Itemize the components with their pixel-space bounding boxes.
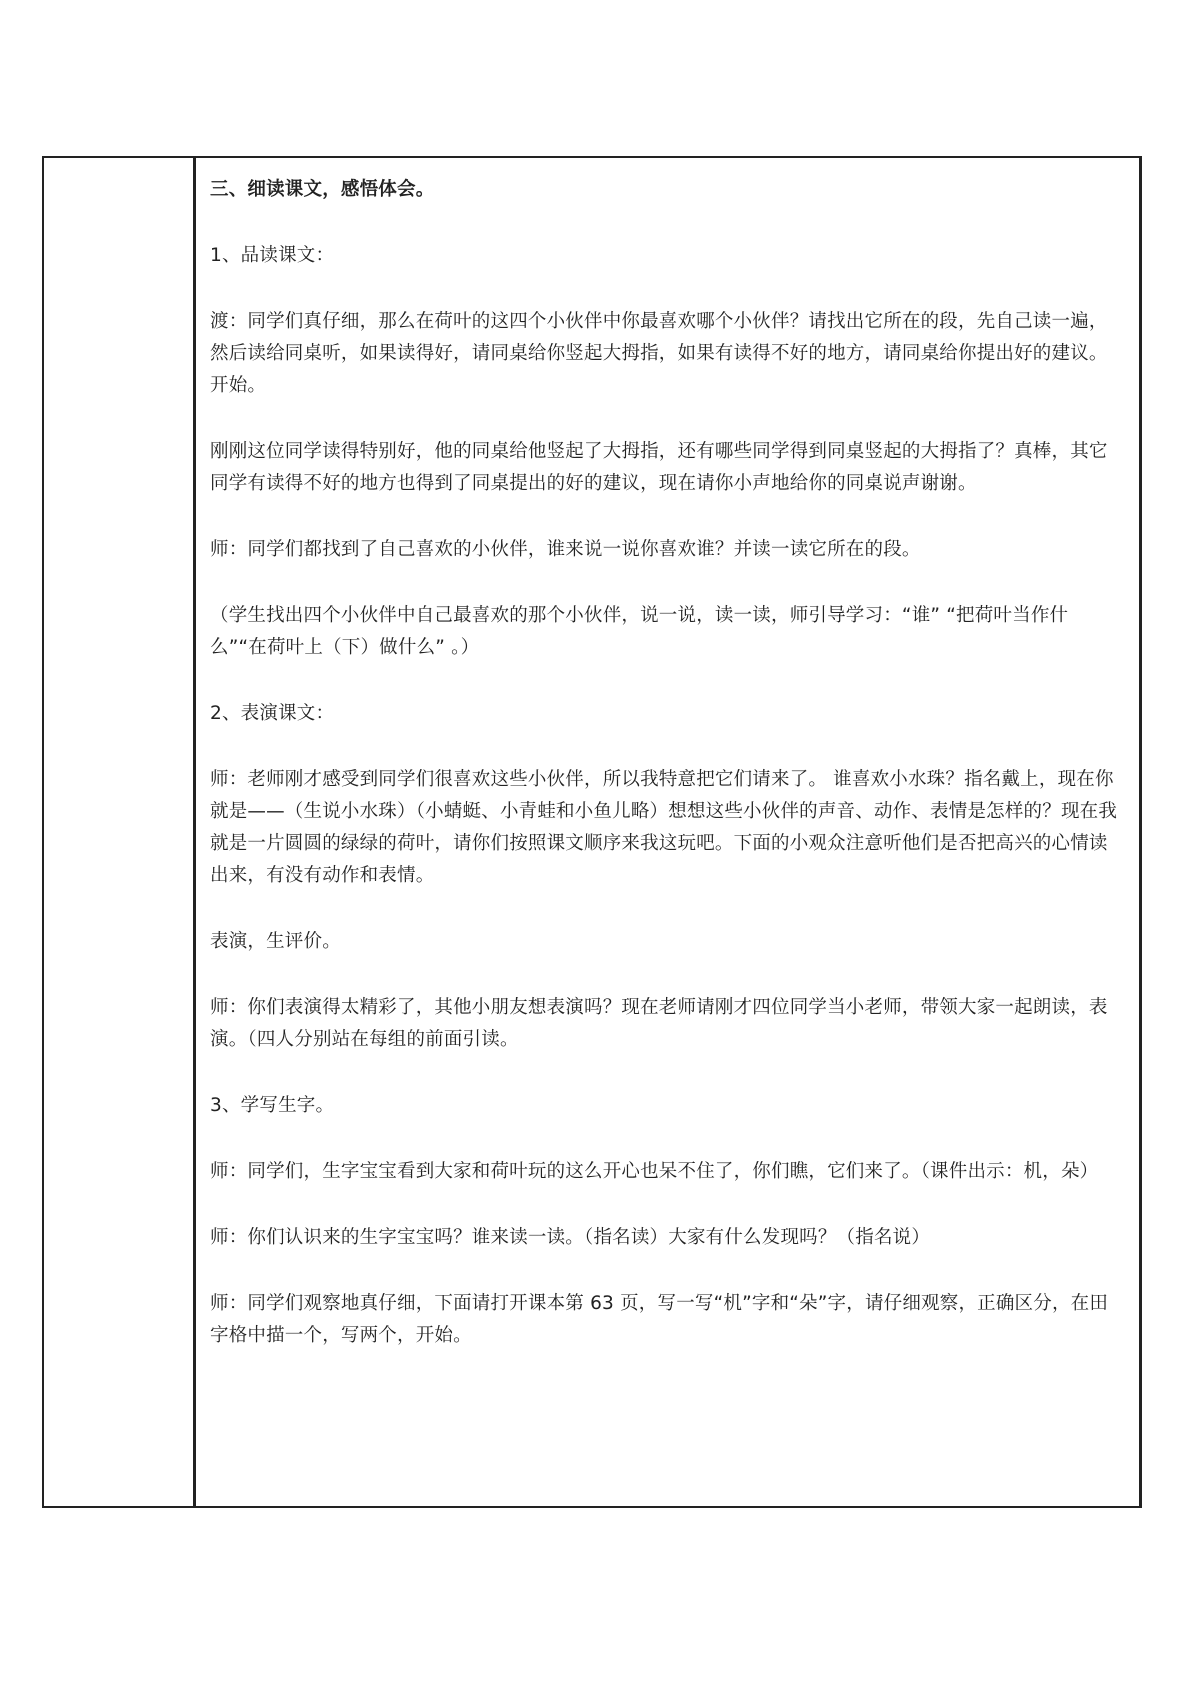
subheading-read-text: 1、品读课文： [210, 245, 335, 266]
paragraph-writing-task: 师：同学们观察地真仔细，下面请打开课本第 63 页，写一写“机”字和“朵”字，请仔细观察，正确区分，在田字格中描一个，写两个，开始。 [210, 1293, 1109, 1346]
subheading-perform-text: 2、表演课文： [210, 703, 335, 724]
subheading-write-characters: 3、学写生字。 [210, 1095, 335, 1116]
lesson-table [42, 156, 1142, 1508]
section-heading: 三、细读课文，感悟体会。 [210, 179, 435, 200]
paragraph-characters-show: 师：同学们，生字宝宝看到大家和荷叶玩的这么开心也呆不住了，你们瞧，它们来了。（课件出示：机，朵） [210, 1161, 1099, 1182]
paragraph-group-reading: 师：你们表演得太精彩了，其他小朋友想表演吗？现在老师请刚才四位同学当小老师，带领大家一起朗读，表演。（四人分别站在每组的前面引读。 [210, 997, 1108, 1050]
paragraph-recognize-characters: 师：你们认识来的生字宝宝吗？谁来读一读。（指名读）大家有什么发现吗？（指名说） [210, 1227, 931, 1248]
paragraph-praise: 刚刚这位同学读得特别好，他的同桌给他竖起了大拇指，还有哪些同学得到同桌竖起的大拇指了？真棒，其它同学有读得不好的地方也得到了同桌提出的好的建议，现在请你小声地给你的同桌说声谢谢。 [210, 441, 1108, 494]
paragraph-student-activity: （学生找出四个小伙伴中自己最喜欢的那个小伙伴，说一说，读一读，师引导学习：“谁” “把荷叶当作什么”“在荷叶上（下）做什么” 。） [210, 605, 1069, 658]
table-content-cell [195, 158, 1140, 1506]
paragraph-performance-intro: 师：老师刚才感受到同学们很喜欢这些小伙伴，所以我特意把它们请来了。 谁喜欢小水珠？指名戴上，现在你就是——（生说小水珠）（小蜻蜓、小青蛙和小鱼儿略）想想这些小伙伴的声音、动作、表情是怎样的？现在我就是一片圆圆的绿绿的荷叶，请你们按照课文顺序来我这玩吧。下面的小观众注意听他们是否把高兴的心情读出来，有没有动作和表情。 [210, 769, 1118, 886]
paragraph-teacher-question: 师：同学们都找到了自己喜欢的小伙伴，谁来说一说你喜欢谁？并读一读它所在的段。 [210, 539, 921, 560]
paragraph-evaluation: 表演，生评价。 [210, 931, 341, 952]
paragraph-transition: 渡：同学们真仔细，那么在荷叶的这四个小伙伴中你最喜欢哪个小伙伴？请找出它所在的段，先自己读一遍，然后读给同桌听，如果读得好，请同桌给你竖起大拇指，如果有读得不好的地方，请同桌给你提出好的建议。开始。 [210, 311, 1108, 396]
table-left-cell [44, 158, 195, 1506]
